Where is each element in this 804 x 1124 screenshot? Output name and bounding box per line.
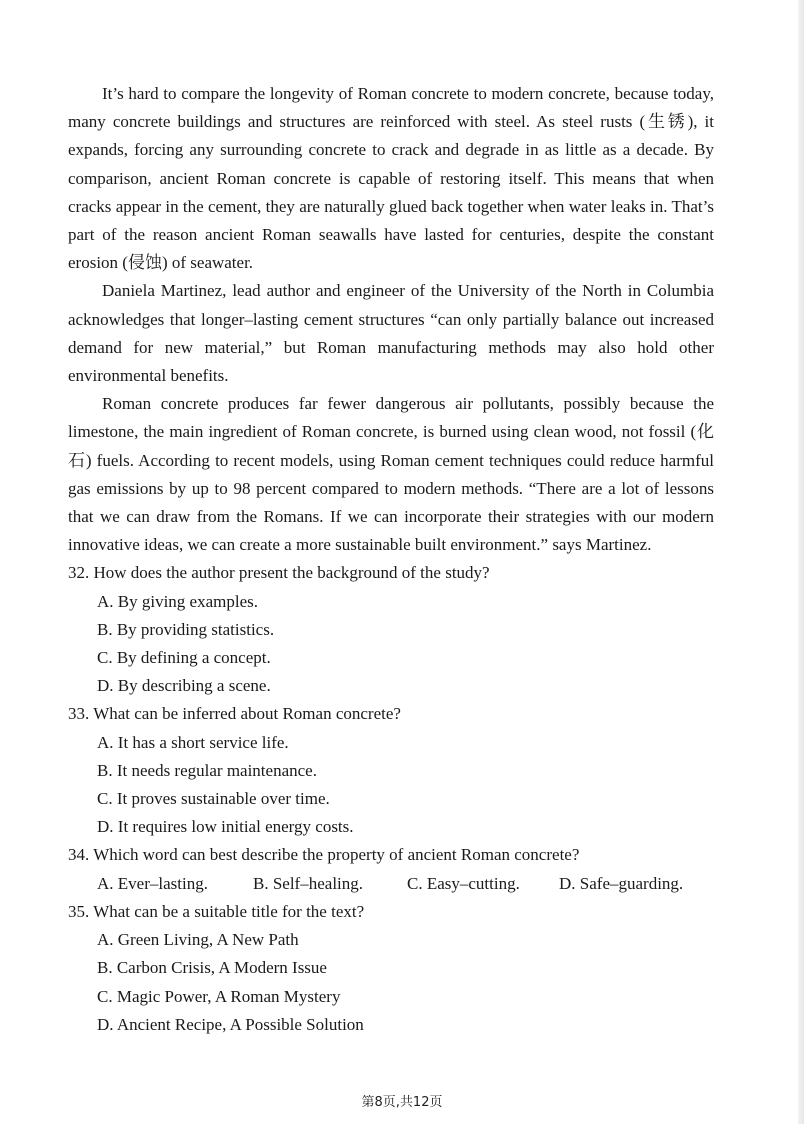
option-b: B. By providing statistics. <box>97 619 275 639</box>
option-a: A. Ever–lasting. <box>97 873 208 893</box>
option-a: A. Green Living, A New Path <box>97 930 299 950</box>
option-c: C. Magic Power, A Roman Mystery <box>97 986 341 1006</box>
question-33 <box>68 700 714 841</box>
option-d: D. It requires low initial energy costs. <box>97 817 354 837</box>
question-35 <box>68 898 714 1039</box>
option-b: B. Carbon Crisis, A Modern Issue <box>97 958 327 978</box>
page-content <box>68 80 714 1039</box>
question-32 <box>68 559 714 700</box>
option-b: B. Self–healing. <box>253 873 364 893</box>
option-b: B. It needs regular maintenance. <box>97 760 317 780</box>
option-a: A. By giving examples. <box>97 591 259 611</box>
option-a: A. It has a short service life. <box>97 732 289 752</box>
page-number: 第8页,共12页 <box>361 1095 443 1110</box>
options-row <box>97 870 714 898</box>
page-edge-shadow <box>798 0 804 1124</box>
question-stem: 34. Which word can best describe the property of ancient Roman concrete? <box>68 845 580 865</box>
option-c: C. Easy–cutting. <box>407 873 520 893</box>
question-stem: 33. What can be inferred about Roman concrete? <box>68 704 401 724</box>
option-c: C. By defining a concept. <box>97 648 271 668</box>
option-d: D. By describing a scene. <box>97 676 271 696</box>
passage-paragraph-2: Daniela Martinez, lead author and engineer of the University of the North in Columbia acknowledges that longer–lasting cement structures “can only partially balance out increased demand for new material,” but Roman manufacturing methods may also hold other environmental benefits. <box>68 281 714 386</box>
option-d: D. Safe–guarding. <box>559 873 684 893</box>
option-d: D. Ancient Recipe, A Possible Solution <box>97 1014 364 1034</box>
passage-paragraph-3: Roman concrete produces far fewer dangerous air pollutants, possibly because the limestone, the main ingredient of Roman concrete, is burned using clean wood, not fossil (化石) fuels. According to recent models, using Roman cement techniques could reduce harmful gas emissions by up to 98 percent compared to modern methods. “There are a lot of lessons that we can draw from the Romans. If we can incorporate their strategies with our modern innovative ideas, we can create a more sustainable built environment.” says Martinez. <box>68 394 714 555</box>
passage-paragraph-1: It’s hard to compare the longevity of Roman concrete to modern concrete, because today, many concrete buildings and structures are reinforced with steel. As steel rusts (生锈), it expands, forcing any surrounding concrete to crack and degrade in as little as a decade. By comparison, ancient Roman concrete is capable of restoring itself. This means that when cracks appear in the cement, they are naturally glued back together when water leaks in. That’s part of the reason ancient Roman seawalls have lasted for centuries, despite the constant erosion (侵蚀) of seawater. <box>68 84 714 273</box>
question-34 <box>68 841 714 897</box>
question-stem: 32. How does the author present the background of the study? <box>68 563 490 583</box>
option-c: C. It proves sustainable over time. <box>97 789 330 809</box>
question-stem: 35. What can be a suitable title for the text? <box>68 901 365 921</box>
